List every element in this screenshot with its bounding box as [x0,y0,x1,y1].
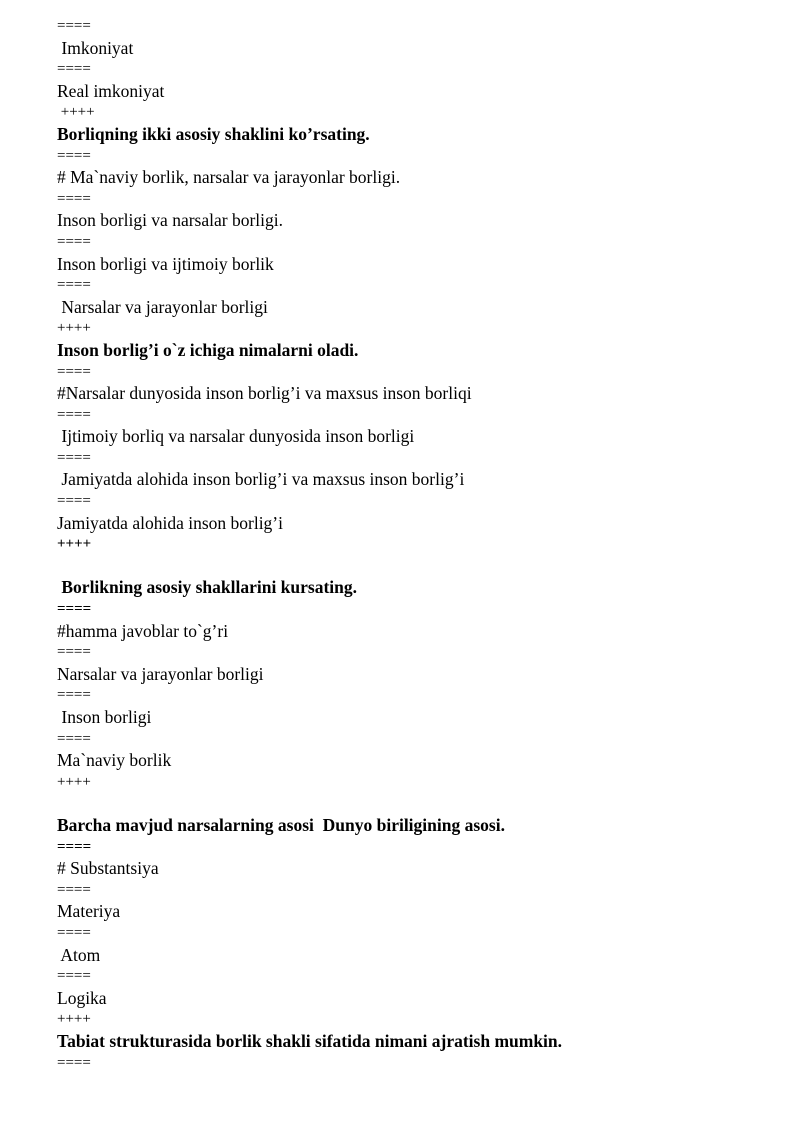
option-separator: ==== [57,363,91,380]
answer-option: #hamma javoblar to`g’ri [57,620,229,641]
question-separator: ++++ [57,536,92,553]
answer-option: Imkoniyat [57,37,134,58]
answer-option: Atom [57,944,101,965]
question-separator: ++++ [57,104,95,121]
option-separator: ==== [57,601,92,618]
answer-option: Inson borligi va narsalar borligi. [57,210,283,231]
answer-option: Inson borligi [57,707,152,727]
option-separator: ==== [57,644,91,661]
question-text: Inson borlig’i o`z ichiga nimalarni oladi. [57,339,359,360]
answer-option: Real imkoniyat [57,80,165,101]
option-separator: ==== [57,406,91,423]
option-separator: ==== [57,449,91,466]
answer-option: Materiya [57,901,121,922]
question-text: Borliqning ikki asosiy shaklini ko’rsating. [57,123,370,144]
answer-option: Jamiyatda alohida inson borlig’i va maxsus inson borlig’i [57,469,465,490]
answer-option: Narsalar va jarayonlar borligi [57,296,268,317]
option-separator: ==== [57,277,91,294]
option-separator: ==== [57,1054,91,1071]
blank-line [57,793,757,815]
answer-option: #Narsalar dunyosida inson borlig’i va maxsus inson borliqi [57,383,472,404]
question-separator: ++++ [57,773,91,790]
option-separator: ==== [57,190,91,207]
question-text: Tabiat strukturasida borlik shakli sifatida nimani ajratish mumkin. [57,1030,563,1051]
question-text: Borlikning asosiy shakllarini kursating. [57,577,358,598]
option-separator: ==== [57,147,91,164]
answer-option: Inson borligi va ijtimoiy borlik [57,253,274,274]
option-separator: ==== [57,838,92,855]
option-separator: ==== [57,924,91,941]
document-page [57,16,757,1074]
option-separator: ==== [57,687,91,704]
answer-option: Ijtimoiy borliq va narsalar dunyosida inson borligi [57,426,415,447]
question-text: Barcha mavjud narsalarning asosi Dunyo biriligining asosi. [57,814,505,835]
answer-option: Ma`naviy borlik [57,750,172,771]
option-separator: ==== [57,968,91,985]
option-separator: ==== [57,233,91,250]
answer-option: # Substantsiya [57,858,159,879]
blank-line [57,556,757,578]
option-separator: ==== [57,881,91,898]
option-separator: ==== [57,18,91,34]
answer-option: Narsalar va jarayonlar borligi [57,663,264,684]
option-separator: ==== [57,730,91,747]
question-separator: ++++ [57,1011,91,1028]
question-separator: ++++ [57,320,91,337]
option-separator: ==== [57,493,91,510]
answer-option: Jamiyatda alohida inson borlig’i [57,512,283,533]
answer-option: Logika [57,987,107,1008]
answer-option: # Ma`naviy borlik, narsalar va jarayonlar borligi. [57,167,401,188]
option-separator: ==== [57,61,91,78]
